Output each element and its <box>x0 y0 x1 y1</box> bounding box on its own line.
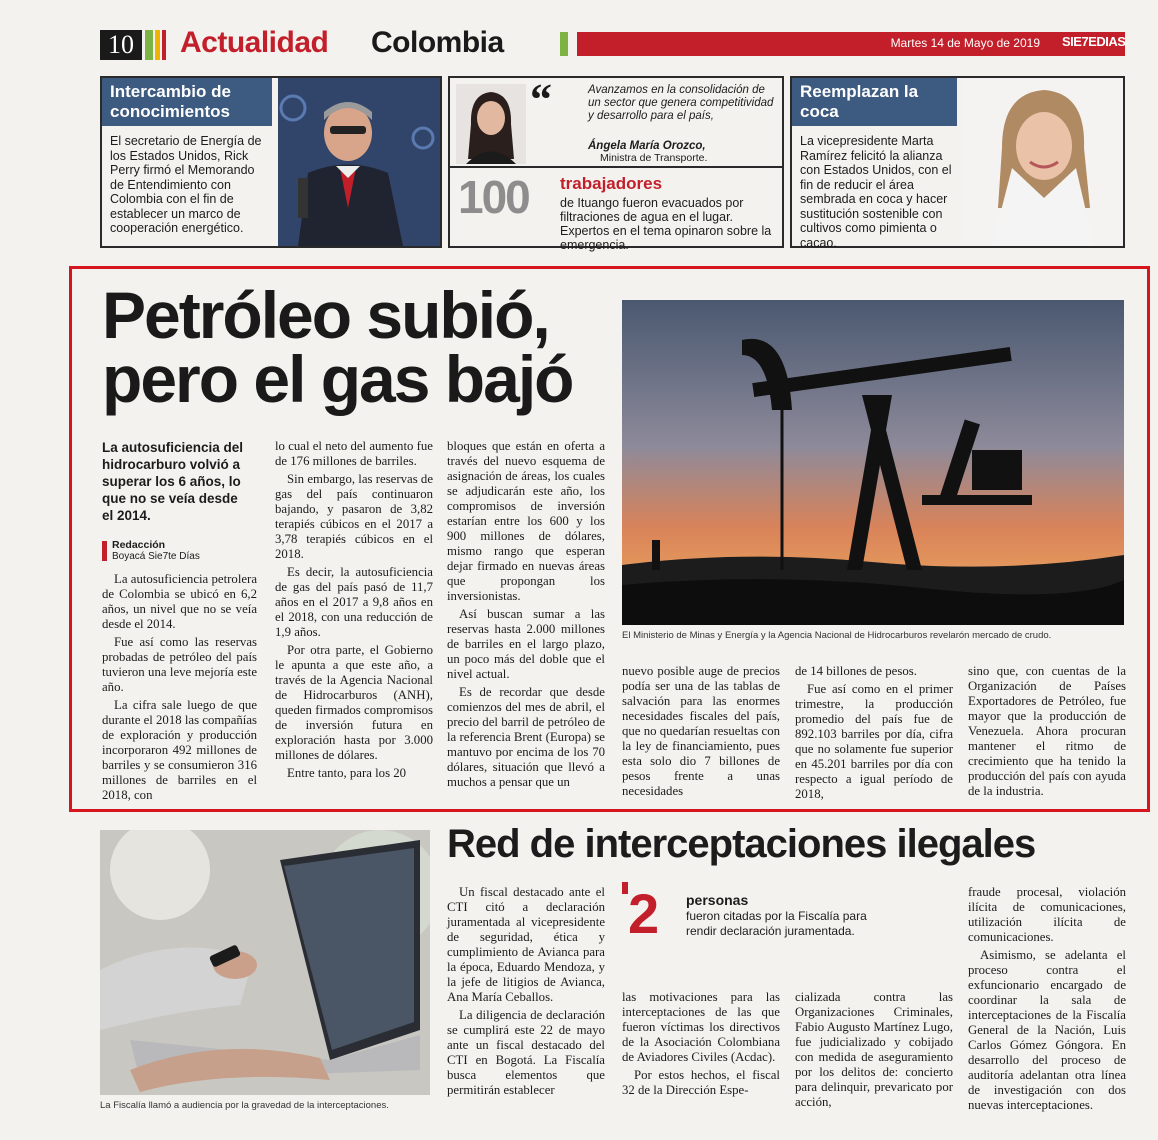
second-column-4 <box>968 885 1126 1116</box>
box-body: La vicepresidente Marta Ramírez felicitó la alianza con Estados Unidos, con el fin de reducir el área sembrada en coca y hacer sustitución sostenible con cultivos como pimienta o cacao. <box>800 134 952 250</box>
paragraph: fraude procesal, violación ilícita de comunicaciones, utilización ilícita de comunicaciones. <box>968 885 1126 944</box>
paragraph: Un fiscal destacado ante el CTI citó a declaración juramentada al vicepresidente de seguridad, ética y cumplimiento de Avianca para la época, Eduardo Mendoza, y la jefe de litigios de Avianca, Ana María Ceballos. <box>447 885 605 1004</box>
article-deck: La autosuficiencia del hidrocarburo volvió a superar los 6 años, lo que no se veía desde el 2014. <box>102 440 244 523</box>
article-column-2 <box>275 439 433 784</box>
article-column-1 <box>102 572 257 806</box>
paragraph: Entre tanto, para los 20 <box>287 766 407 780</box>
paragraph: Así buscan sumar a las reservas hasta 2.000 millones de barriles en el largo plazo, un poco más del doble que el nivel actual. <box>447 607 605 681</box>
article-column-3 <box>447 439 605 793</box>
photo-angela-orozco <box>456 84 526 164</box>
headline-line-1: Petróleo subió, <box>102 278 549 352</box>
byline: Redacción <box>112 539 166 551</box>
article-column-6 <box>968 664 1126 802</box>
second-headline: Red de interceptaciones ilegales <box>447 822 1036 866</box>
stat-text: fueron citadas por la Fiscalía para rendir declaración juramentada. <box>686 909 867 938</box>
person-illustration <box>962 78 1123 246</box>
photo-caption: El Ministerio de Minas y Energía y la Agencia Nacional de Hidrocarburos revelarón mercado de crudo. <box>622 630 1052 641</box>
brand-logo: SIE7EDIAS <box>1062 34 1126 49</box>
paragraph: de 14 billones de pesos. <box>795 664 917 678</box>
box-intercambio <box>100 76 442 248</box>
box-coca <box>790 76 1125 248</box>
header-stripe-green-2 <box>560 32 568 56</box>
paragraph: bloques que están en oferta a través del nuevo esquema de asignación de áreas, los cuales se adjudicarán este año, los compromisos de inversión estarían entre los 600 y los 900 millones de dólares, mismo rango que esperan dejar firmado en nuevas áreas que propongan los inversionistas. <box>447 439 605 603</box>
box-title: Intercambio de conocimientos <box>102 78 272 126</box>
pumpjack-illustration <box>622 300 1124 625</box>
page-number: 10 <box>100 30 142 60</box>
box-title: Reemplazan la coca <box>792 78 957 126</box>
stat-label: personas <box>686 892 749 908</box>
stat-number: 100 <box>458 171 529 223</box>
stat-text: de Ituango fueron evacuados por filtraciones de agua en el lugar. Expertos en el tema opinaron sobre la emergencia. <box>560 196 772 252</box>
header-red-bar <box>577 32 1125 56</box>
laptop-illustration <box>100 830 430 1095</box>
paragraph: Es decir, la autosuficiencia de gas del país pasó de 11,7 años en el 2017 a 9,8 años en el 2018, con una reducción de 1,9 años. <box>275 565 433 639</box>
photo-rick-perry <box>278 78 440 246</box>
paragraph: La diligencia de declaración se cumplirá este 22 de mayo ante un fiscal destacado del CTI en Bogotá. La Fiscalía busca elementos que permitirán establecer <box>447 1008 605 1097</box>
paragraph: La autosuficiencia petrolera de Colombia se ubicó en 6,2 años, un nivel que no se veía desde el 2014. <box>102 572 257 631</box>
header-stripe-yellow <box>155 30 160 60</box>
paragraph: lo cual el neto del aumento fue de 176 millones de barriles. <box>275 439 433 468</box>
paragraph: las motivaciones para las interceptaciones de las que fueron víctimas los directivos de la Asociación Colombiana de Aviadores Civiles (Acdac). <box>622 990 780 1064</box>
quote-text: Avanzamos en la consolidación de un sector que genera competitividad y desarrollo para el país, <box>588 84 774 122</box>
issue-date: Martes 14 de Mayo de 2019 <box>890 36 1040 50</box>
quote-mark-icon: “ <box>530 75 552 124</box>
person-illustration <box>278 78 440 246</box>
section-title-secondary: Colombia <box>371 26 504 59</box>
paragraph: Asimismo, se adelanta el proceso contra el exfuncionario encargado de coordinar la sala de interceptaciones de la Fiscalía General de la Nación, Luis Carlos Gómez Góngora. En desarrollo del proceso de auditoría adelantan otra línea de investigación con dos nuevas interceptaciones. <box>968 948 1126 1112</box>
person-illustration <box>456 84 526 164</box>
photo-marta-ramirez <box>962 78 1123 246</box>
stat-number: 2 <box>628 882 660 945</box>
section-title-primary: Actualidad <box>180 26 329 59</box>
stat-label: trabajadores <box>560 174 663 193</box>
box-body: El secretario de Energía de los Estados Unidos, Rick Perry firmó el Memorando de Entendimiento con Colombia con el fin de establecer un marco de cooperación energético. <box>110 134 262 235</box>
paragraph: Fue así como las reservas probadas de petróleo del país tuvieron una leve mejoría este año. <box>102 635 257 694</box>
paragraph: sino que, con cuentas de la Organización de Países Exportadores de Petróleo, fue mayor que la producción de Venezuela. Ahora procuran mantener el ritmo de crecimiento que ha tenido la producción del país con ayuda de la industria. <box>968 664 1126 798</box>
photo-oil-pumpjack <box>622 300 1124 625</box>
paragraph: Por otra parte, el Gobierno le apunta a que este año, a través de la Agencia Nacional de Hidrocarburos (ANH), queden firmados compromisos de inversión futura en exploración hasta por 3.000 millones de dólares. <box>275 643 433 762</box>
article-column-4 <box>622 664 780 802</box>
paragraph: Sin embargo, las reservas de gas del país continuaron bajando, y pasaron de 3,82 terapiés cúbicos en el 2017 a 3,78 terapiés cúbicos en el 2018. <box>275 472 433 561</box>
headline-line-2: pero el gas bajó <box>102 342 573 416</box>
second-column-2 <box>622 990 780 1101</box>
photo-laptop <box>100 830 430 1095</box>
header-stripe-red <box>162 30 166 60</box>
paragraph: nuevo posible auge de precios podía ser una de las tablas de salvación para las enormes necesidades fiscales del país, que no quedarían resueltas con la ley de financiamiento, pues esta solo dio 7 billones de pesos frente a unas necesidades <box>622 664 780 798</box>
quote-author: Ángela María Orozco, <box>588 140 706 152</box>
second-column-1 <box>447 885 605 1101</box>
paragraph: La cifra sale luego de que durante el 2018 las compañías de exploración y producción incorporaron 492 millones de barriles y se consumieron 316 millones de barriles en el 2018, con <box>102 698 257 802</box>
article-column-5 <box>795 664 953 805</box>
header-stripe-green <box>145 30 153 60</box>
box-quote <box>448 75 784 252</box>
paragraph: Es de recordar que desde comienzos del mes de abril, el precio del barril de petróleo de la referencia Brent (Europa) se mantuvo por encima de los 70 dólares, situación que llevó a muchos a pensar que un <box>447 685 605 789</box>
quote-role: Ministra de Transporte. <box>600 152 708 164</box>
main-headline <box>102 278 573 416</box>
byline-marker <box>102 541 107 561</box>
byline-sub: Boyacá Sie7te Días <box>112 551 200 562</box>
second-column-3 <box>795 990 953 1113</box>
paragraph: cializada contra las Organizaciones Criminales, Fabio Augusto Martínez Lugo, fue judicializado y cobijado con medida de aseguramiento por los delitos de: concierto para delinquir, prevaricato por acción, <box>795 990 953 1109</box>
paragraph: Fue así como en el primer trimestre, la producción promedio del país fue de 892.103 barriles por día, cifra que no solamente fue superior en 45.201 barriles por día con respecto a igual período de 2018, <box>795 682 953 801</box>
paragraph: Por estos hechos, el fiscal 32 de la Dirección Espe- <box>622 1068 780 1097</box>
photo-caption: La Fiscalía llamó a audiencia por la gravedad de la interceptaciones. <box>100 1100 389 1111</box>
divider <box>450 166 782 168</box>
stat-box <box>622 882 942 982</box>
